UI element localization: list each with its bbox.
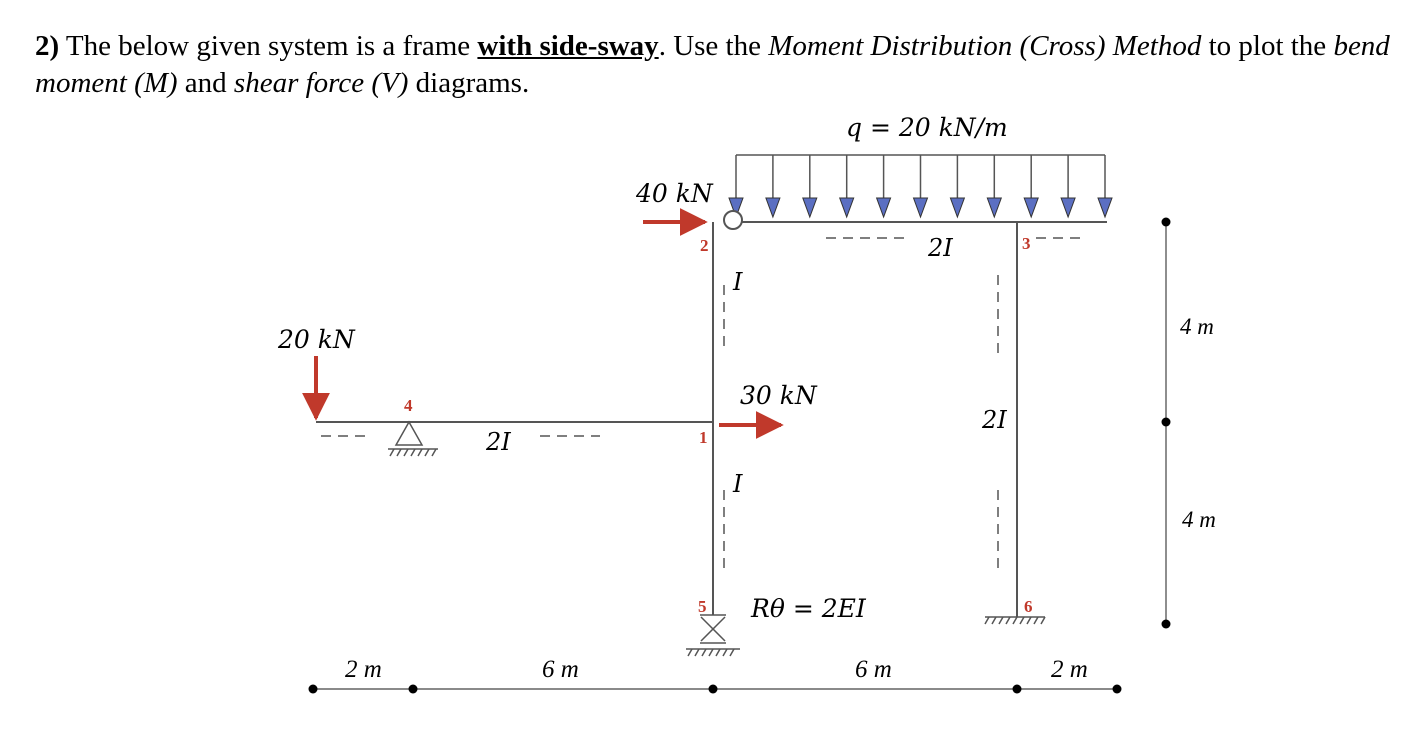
node-label-6: 6 xyxy=(1024,597,1033,616)
udl-arrow-head xyxy=(1024,198,1038,217)
hinge-node-2 xyxy=(724,211,742,229)
cut-word: bend xyxy=(1333,30,1390,62)
column-3-6-stiffness: 2I xyxy=(982,406,1007,434)
column-1-5-stiffness: I xyxy=(733,470,743,498)
node-label-2: 2 xyxy=(700,236,709,255)
udl-arrow-head xyxy=(950,198,964,217)
column-1-2-stiffness: I xyxy=(733,268,743,296)
udl-arrow-head xyxy=(877,198,891,217)
dim-v-1: 4 m xyxy=(1180,314,1214,339)
spring-stiffness-label: Rθ = 2EI xyxy=(751,594,866,623)
node-label-4: 4 xyxy=(404,396,413,415)
dim-h-4: 2 m xyxy=(1051,656,1088,683)
dim-h-2: 6 m xyxy=(542,656,579,683)
udl-arrow-head xyxy=(1061,198,1075,217)
node-label-3: 3 xyxy=(1022,234,1031,253)
dim-h-1: 2 m xyxy=(345,656,382,683)
dim-h-3: 6 m xyxy=(855,656,892,683)
udl-label: q = 20 kN/m xyxy=(846,113,1008,142)
udl-arrow-head xyxy=(803,198,817,217)
fiber-lines xyxy=(321,238,1080,570)
udl-arrow-head xyxy=(914,198,928,217)
problem-number: 2) xyxy=(35,30,60,62)
beam-4-1-stiffness: 2I xyxy=(486,428,511,456)
horizontal-dimension xyxy=(309,685,1122,694)
pin-support-4 xyxy=(388,422,438,456)
udl-arrow-head xyxy=(987,198,1001,217)
load-30kN-label: 30 kN xyxy=(740,381,817,410)
load-20kN-label: 20 kN xyxy=(278,325,355,354)
vertical-dimension xyxy=(1162,218,1171,629)
fixed-support-6 xyxy=(985,617,1045,624)
load-40kN-label: 40 kN xyxy=(636,179,713,208)
node-label-5: 5 xyxy=(698,597,707,616)
udl-arrow-head xyxy=(1098,198,1112,217)
udl-arrows xyxy=(729,155,1112,217)
spring-support-5 xyxy=(686,615,740,656)
udl-arrow-head xyxy=(766,198,780,217)
method-name: Moment Distribution (Cross) Method xyxy=(768,30,1202,62)
side-sway-emphasis: with side-sway xyxy=(477,30,659,62)
problem-line-1: 2) The below given system is a frame with side-sway. Use the Moment Distribution (Cross) Method to plot the bend xyxy=(35,30,1390,62)
udl-arrow-head xyxy=(840,198,854,217)
girder-2-3-stiffness: 2I xyxy=(928,234,953,262)
distributed-load xyxy=(729,155,1112,217)
problem-line-2: moment (M) and shear force (V) diagrams. xyxy=(35,67,530,99)
node-label-1: 1 xyxy=(699,428,708,447)
dim-v-2: 4 m xyxy=(1182,507,1216,532)
